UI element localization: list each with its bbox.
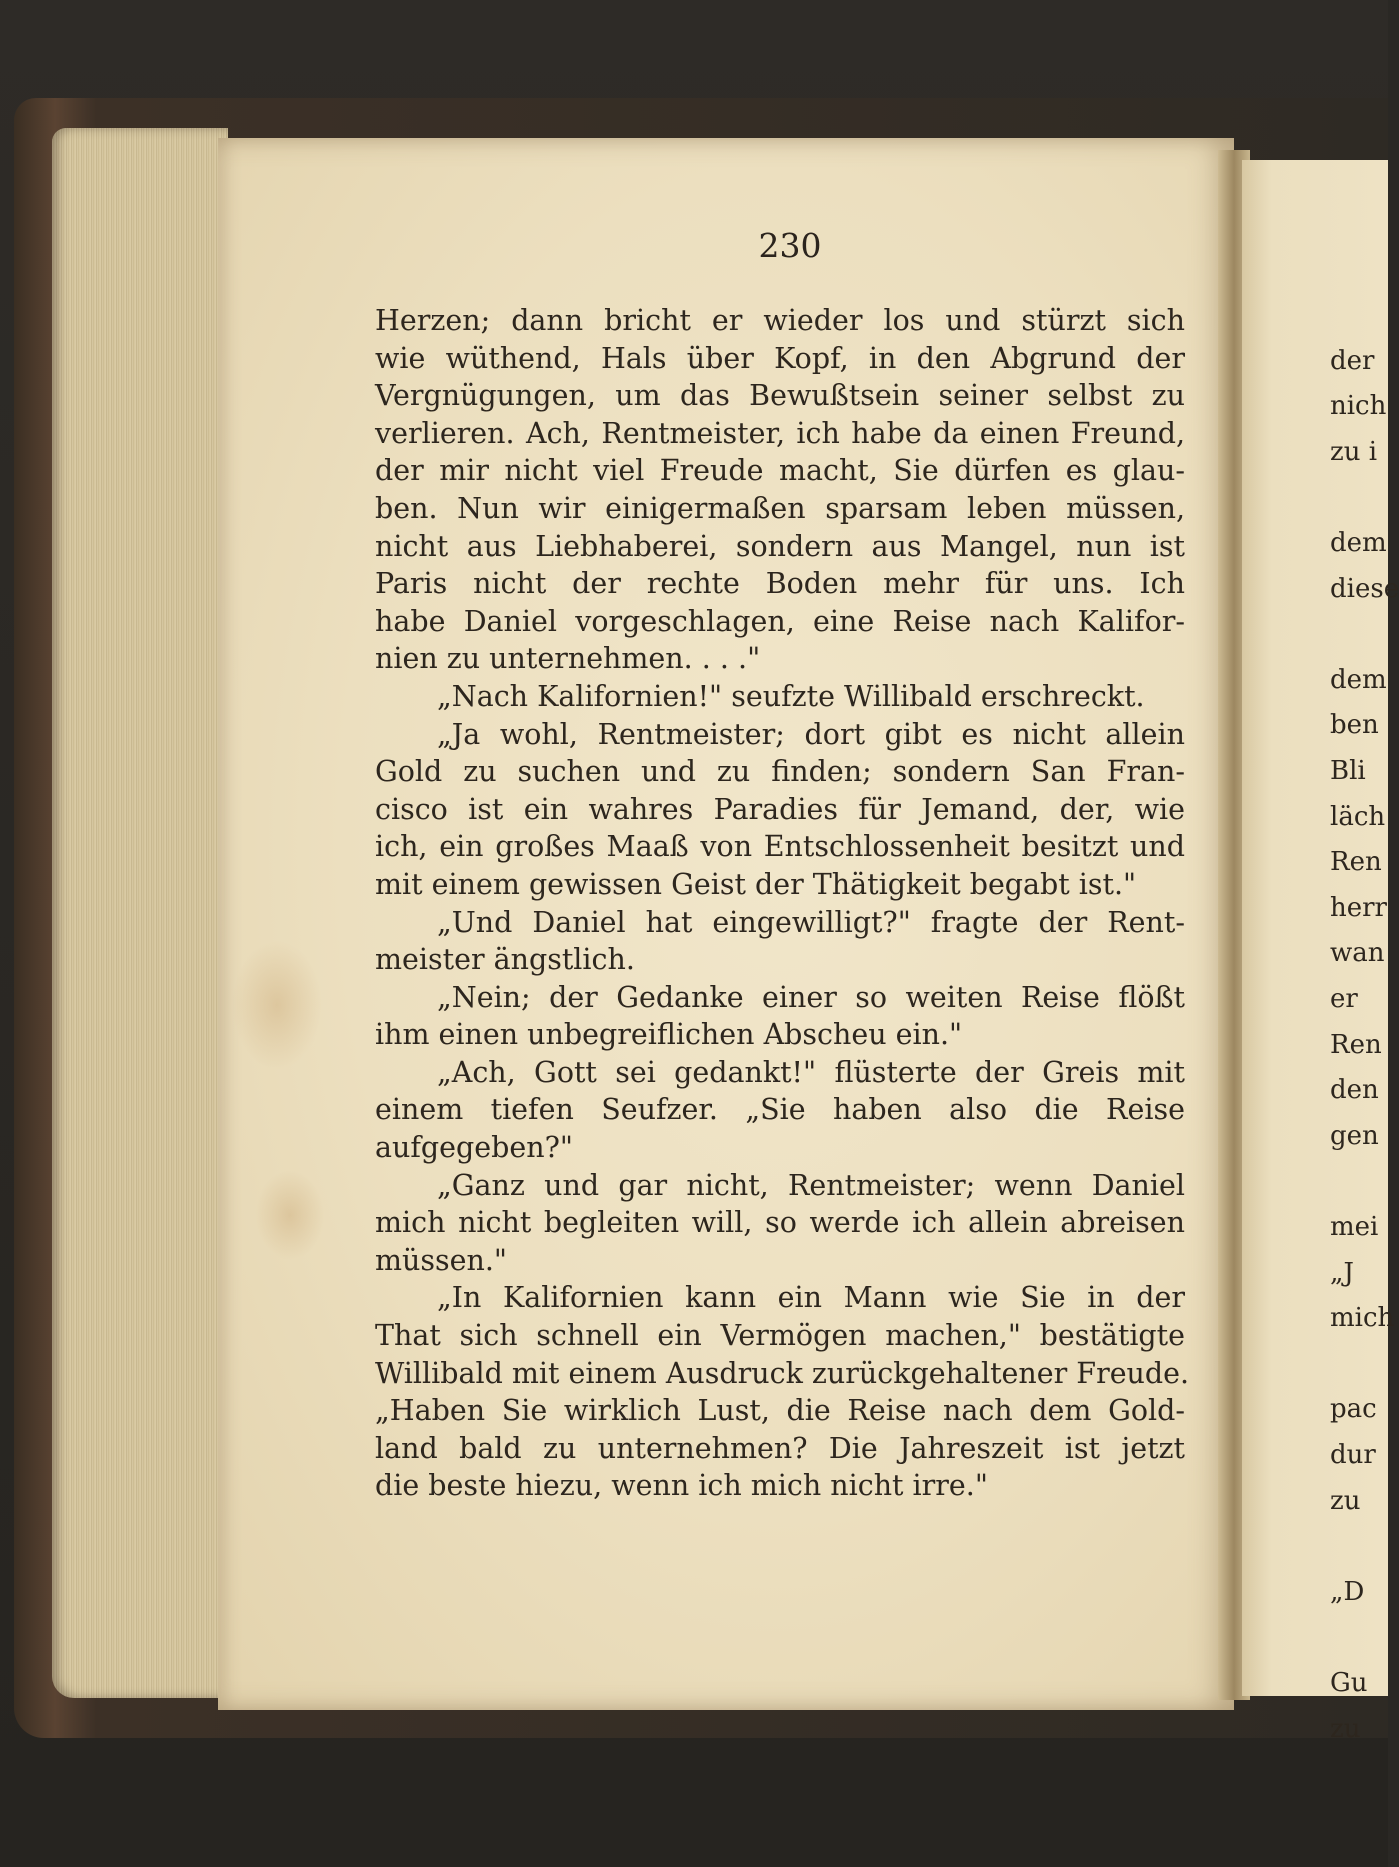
facing-page-fragment: dem (1330, 664, 1387, 695)
text-line: Paris nicht der rechte Boden mehr für uns. Ich (375, 567, 1185, 601)
facing-page-fragment: mich (1330, 1303, 1395, 1334)
facing-page-fragment: mei (1330, 1212, 1379, 1242)
text-line: „Ach, Gott sei gedankt!" flüsterte der Greis mit (437, 1055, 1185, 1089)
facing-page-fragment: der (1330, 345, 1375, 376)
text-line: aufgegeben?" (375, 1131, 573, 1165)
facing-page-fragment: zu i (1330, 436, 1378, 467)
facing-page-fragment: dem (1330, 528, 1387, 558)
facing-page-fragment: gen (1330, 1120, 1379, 1151)
text-line: „Haben Sie wirklich Lust, die Reise nach dem Gold- (375, 1394, 1185, 1428)
text-line: ich, ein großes Maaß von Entschlossenheit besitzt und (375, 830, 1185, 864)
text-line: der mir nicht viel Freude macht, Sie dürfen es glau- (375, 454, 1185, 488)
facing-page-fragment: den (1330, 1075, 1379, 1106)
facing-page-fragment: zu (1330, 1713, 1361, 1744)
text-line: verlieren. Ach, Rentmeister, ich habe da einen Freund, (375, 416, 1185, 450)
text-line: Gold zu suchen und zu finden; sondern San Fran- (375, 755, 1185, 789)
text-line: „In Kalifornien kann ein Mann wie Sie in der (437, 1281, 1185, 1315)
text-line: ben. Nun wir einigermaßen sparsam leben müssen, (375, 491, 1185, 525)
facing-page-fragment: „D (1330, 1576, 1365, 1607)
facing-page-fragment: läch (1330, 801, 1386, 832)
text-line: einem tiefen Seufzer. „Sie haben also die Reise (375, 1093, 1185, 1127)
text-line: ihm einen unbegreiflichen Abscheu ein." (375, 1018, 963, 1052)
facing-page-fragment: nich (1330, 391, 1387, 422)
facing-page-fragment: „J (1330, 1257, 1354, 1288)
facing-page-fragment: diese (1330, 573, 1399, 604)
paper-stain (232, 940, 322, 1070)
facing-page-fragment: Ren (1330, 1029, 1382, 1060)
text-line: „Nach Kalifornien!" seufzte Willibald erschreckt. (437, 679, 1145, 713)
text-line: cisco ist ein wahres Paradies für Jemand, der, wie (375, 792, 1185, 826)
text-line: müssen." (375, 1243, 508, 1277)
facing-page-fragment: ben (1330, 710, 1379, 741)
facing-page-fragment: dur (1330, 1440, 1376, 1470)
facing-page-fragment: wan (1330, 938, 1385, 969)
text-line: habe Daniel vorgeschlagen, eine Reise nach Kalifor- (375, 604, 1185, 638)
text-line: Herzen; dann bricht er wieder los und stürzt sich (375, 304, 1185, 337)
text-line: die beste hiezu, wenn ich mich nicht irre." (375, 1469, 988, 1503)
facing-page-fragment: Bli (1330, 756, 1366, 786)
text-line: nicht aus Liebhaberei, sondern aus Mangel, nun ist (375, 529, 1185, 563)
text-line: „Ganz und gar nicht, Rentmeister; wenn Daniel (437, 1168, 1185, 1202)
text-line: nien zu unternehmen. . . ." (375, 642, 761, 676)
page-number: 230 (758, 226, 822, 265)
facing-page-fragment: er (1330, 984, 1358, 1014)
text-line: That sich schnell ein Vermögen machen," bestätigte (375, 1319, 1185, 1353)
text-line: Willibald mit einem Ausdruck zurückgehaltener Freude. (375, 1356, 1190, 1390)
text-line: meister ängstlich. (375, 943, 635, 977)
text-line: land bald zu unternehmen? Die Jahreszeit ist jetzt (375, 1431, 1185, 1465)
text-line: „Nein; der Gedanke einer so weiten Reise flößt (437, 980, 1185, 1014)
paper-stain (255, 1170, 325, 1260)
text-line: wie wüthend, Hals über Kopf, in den Abgrund der (375, 341, 1185, 375)
facing-page-fragment: Ren (1330, 847, 1382, 878)
body-text (375, 302, 1190, 1505)
page-edges (52, 128, 228, 1698)
text-line: mit einem gewissen Geist der Thätigkeit begabt ist." (375, 867, 1137, 901)
facing-page-fragment: Gu (1330, 1668, 1368, 1698)
text-line: Vergnügungen, um das Bewußtsein seiner selbst zu (375, 379, 1185, 413)
facing-page-fragment: pac (1330, 1394, 1377, 1425)
text-line: mich nicht begleiten will, so werde ich allein abreisen (375, 1206, 1185, 1240)
text-line: „Und Daniel hat eingewilligt?" fragte der Rent- (437, 905, 1185, 939)
facing-page-fragment: herr (1330, 892, 1387, 923)
text-line: „Ja wohl, Rentmeister; dort gibt es nicht allein (437, 717, 1185, 751)
facing-page-fragment: zu (1330, 1485, 1361, 1516)
